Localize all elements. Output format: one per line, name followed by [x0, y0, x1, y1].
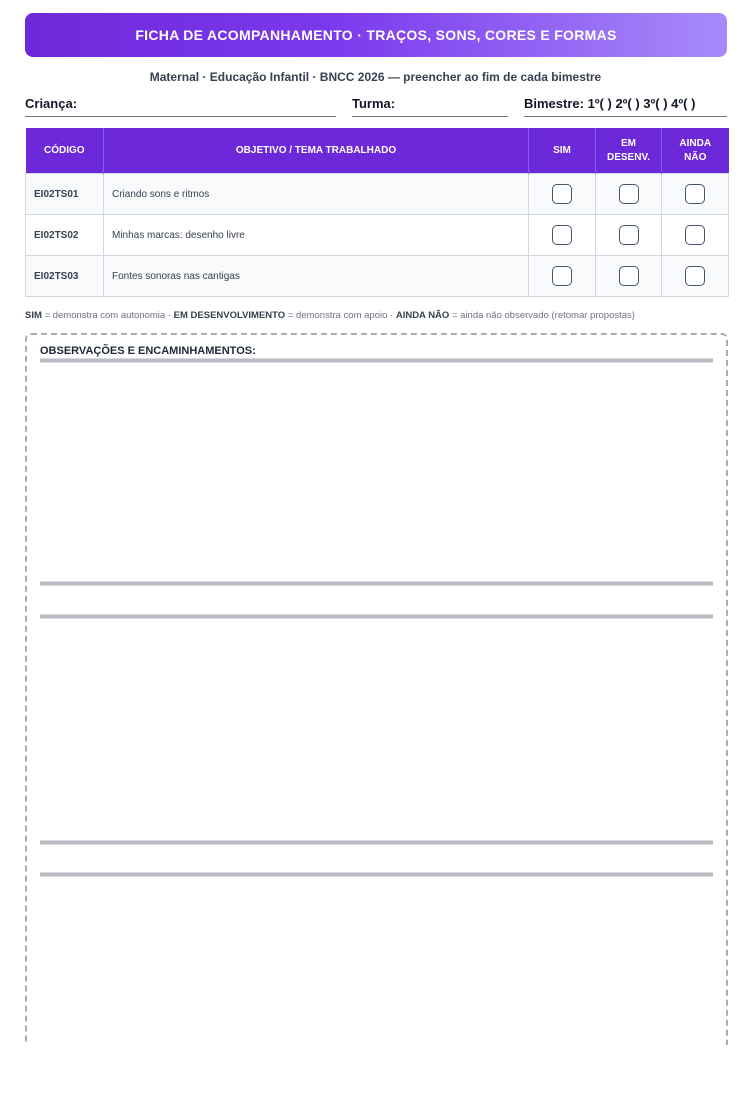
table-row [26, 174, 729, 215]
col-header-objetivo: OBJETIVO / TEMA TRABALHADO [104, 128, 529, 174]
checkbox-ainda-nao[interactable] [685, 266, 705, 286]
checkbox-sim[interactable] [552, 266, 572, 286]
writing-line [40, 581, 713, 586]
checkbox-sim[interactable] [552, 225, 572, 245]
row-theme: Fontes sonoras nas cantigas [104, 256, 529, 297]
legend-sim-key: SIM [25, 310, 42, 321]
legend-sim-desc: = demonstra com autonomia · [41, 310, 174, 321]
col-header-sim: SIM [529, 128, 596, 174]
col-header-em-line1: EM [621, 137, 636, 149]
crianca-field[interactable]: Criança: [25, 96, 336, 117]
legend-ainda-key: AINDA NÃO [395, 310, 450, 321]
legend-ainda-desc: = ainda não observado (retomar propostas) [449, 310, 635, 321]
table-row [26, 215, 729, 256]
writing-line [40, 614, 713, 619]
legend [25, 310, 635, 321]
row-theme: Criando sons e ritmos [104, 174, 529, 215]
observations-box[interactable] [25, 333, 728, 1095]
checkbox-ainda-nao[interactable] [685, 225, 705, 245]
page-subtitle: Maternal · Educação Infantil · BNCC 2026 — preencher ao fim de cada bimestre [149, 70, 602, 84]
legend-em-key: EM DESENVOLVIMENTO [173, 310, 286, 321]
checkbox-em-desenvolvimento[interactable] [619, 266, 639, 286]
turma-field[interactable]: Turma: [352, 96, 508, 117]
checkbox-em-desenvolvimento[interactable] [619, 225, 639, 245]
col-header-ainda-line2: NÃO [684, 151, 707, 163]
title-banner [25, 13, 727, 57]
table-row [26, 256, 729, 297]
page-bottom-margin [0, 1045, 751, 1108]
col-header-ainda-line1: AINDA [679, 137, 712, 149]
row-code: EI02TS02 [26, 215, 104, 256]
page-title: FICHA DE ACOMPANHAMENTO · TRAÇOS, SONS, CORES E FORMAS [135, 27, 617, 43]
row-code: EI02TS01 [26, 174, 104, 215]
col-header-em-line2: DESENV. [607, 151, 650, 163]
row-theme: Minhas marcas: desenho livre [104, 215, 529, 256]
bimestre-field[interactable]: Bimestre: 1º( ) 2º( ) 3º( ) 4º( ) [524, 96, 727, 117]
checkbox-ainda-nao[interactable] [685, 184, 705, 204]
col-header-em-desenv [596, 128, 662, 174]
writing-line [40, 840, 713, 845]
legend-em-desc: = demonstra com apoio · [285, 310, 396, 321]
checkbox-em-desenvolvimento[interactable] [619, 184, 639, 204]
col-header-codigo: CÓDIGO [26, 128, 104, 174]
observations-title: OBSERVAÇÕES E ENCAMINHAMENTOS: [40, 345, 256, 357]
table-header-row [26, 128, 729, 174]
writing-line [40, 872, 713, 877]
writing-line [40, 358, 713, 363]
objectives-table [25, 128, 729, 297]
col-header-ainda-nao [662, 128, 729, 174]
checkbox-sim[interactable] [552, 184, 572, 204]
row-code: EI02TS03 [26, 256, 104, 297]
